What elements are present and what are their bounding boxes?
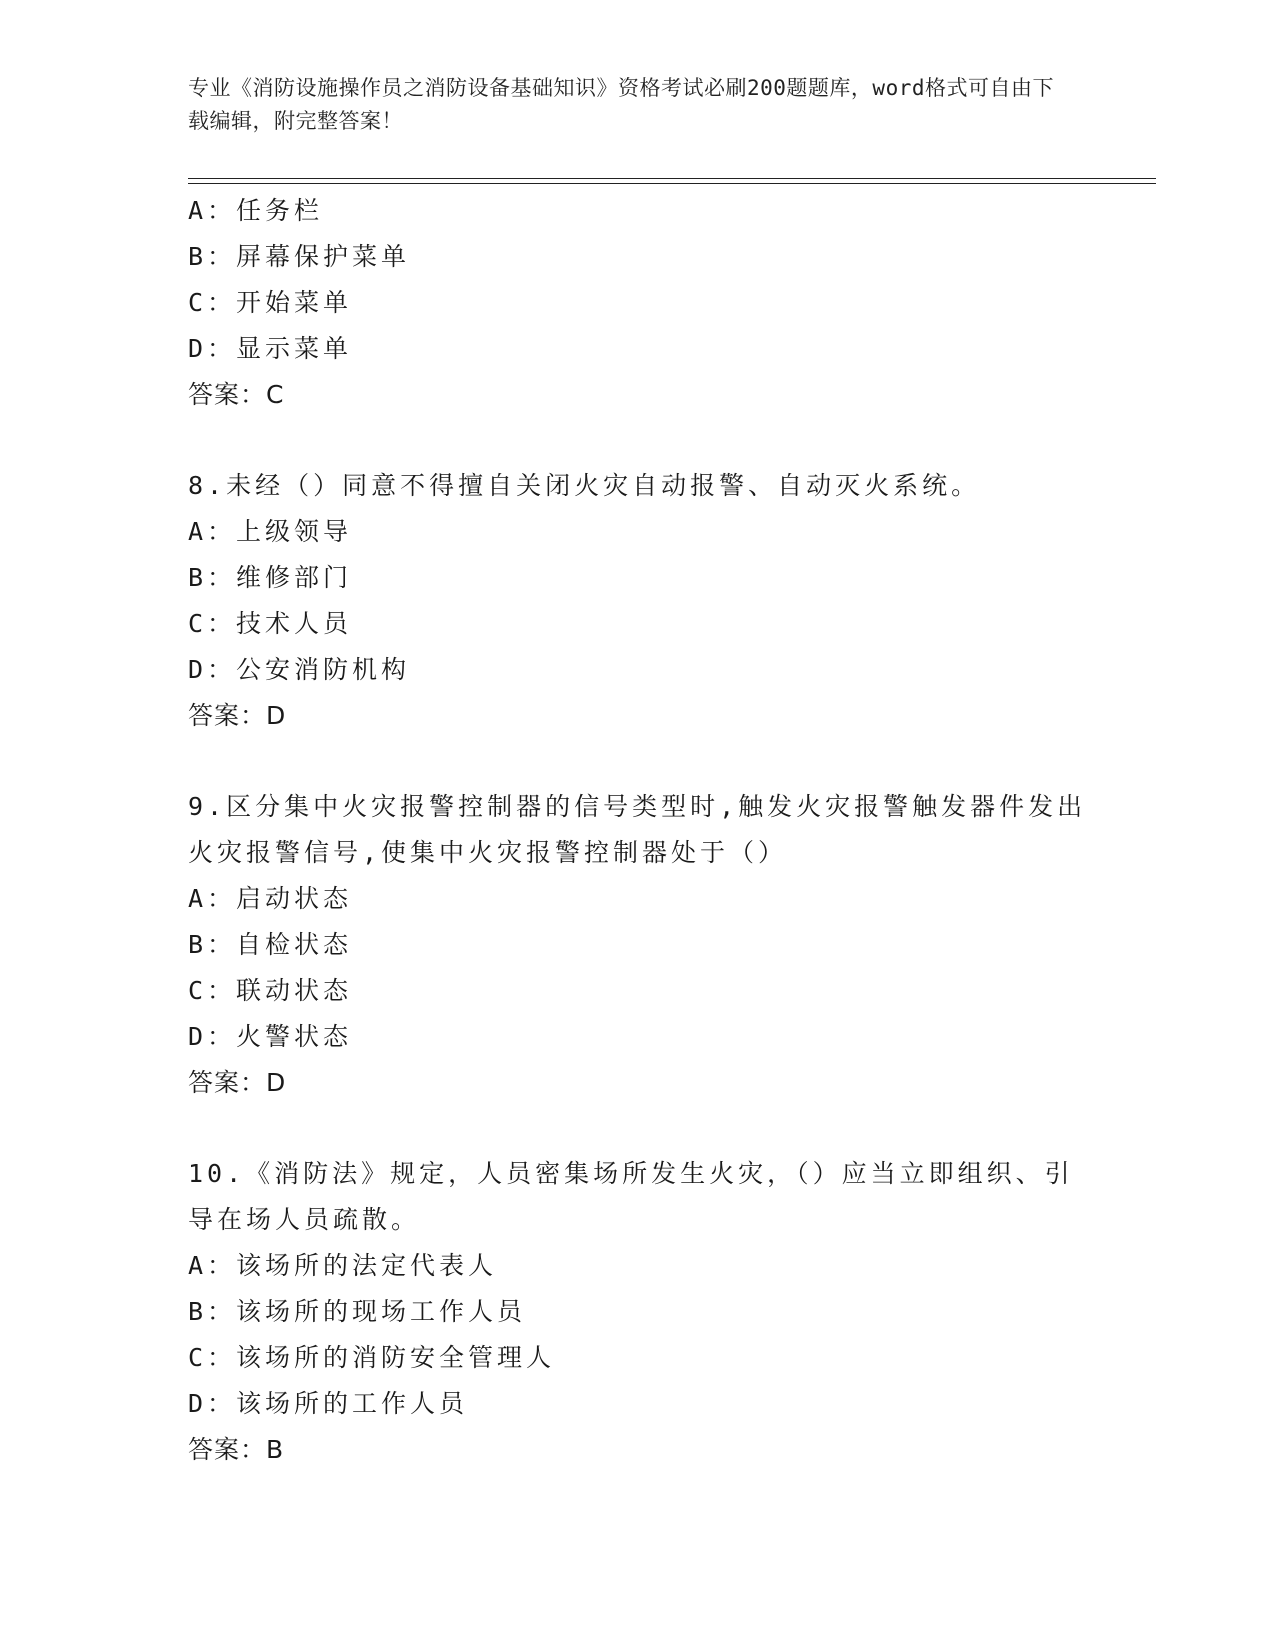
answer: 答案：C: [188, 380, 285, 409]
question-10: [188, 1151, 1088, 1473]
question-7: [188, 188, 1088, 418]
option-c: C：该场所的消防安全管理人: [188, 1343, 556, 1372]
document-header: 专业《消防设施操作员之消防设备基础知识》资格考试必刷200题题库，word格式可自由下载编辑，附完整答案！: [188, 76, 1054, 133]
option-d: D：该场所的工作人员: [188, 1389, 469, 1418]
option-a: A：任务栏: [188, 196, 324, 225]
answer: 答案：B: [188, 1435, 285, 1464]
option-c: C：技术人员: [188, 609, 353, 638]
option-d: D：显示菜单: [188, 334, 353, 363]
question-text: 8.未经（）同意不得擅自关闭火灾自动报警、自动灭火系统。: [188, 471, 981, 500]
option-c: C：开始菜单: [188, 288, 353, 317]
option-d: D：火警状态: [188, 1022, 353, 1051]
question-list: [188, 188, 1088, 1473]
option-b: B：自检状态: [188, 930, 353, 959]
header-divider-top: [188, 178, 1156, 179]
option-a: A：上级领导: [188, 517, 353, 546]
spacer: [188, 418, 1088, 463]
question-text: 10.《消防法》规定，人员密集场所发生火灾，（）应当立即组织、引导在场人员疏散。: [188, 1159, 1074, 1234]
option-b: B：该场所的现场工作人员: [188, 1297, 527, 1326]
option-d: D：公安消防机构: [188, 655, 411, 684]
spacer: [188, 1106, 1088, 1151]
option-a: A：启动状态: [188, 884, 353, 913]
option-b: B：屏幕保护菜单: [188, 242, 411, 271]
header-divider-bottom: [188, 183, 1156, 184]
option-c: C：联动状态: [188, 976, 353, 1005]
option-a: A：该场所的法定代表人: [188, 1251, 498, 1280]
answer: 答案：D: [188, 1068, 287, 1097]
question-9: [188, 784, 1088, 1106]
question-text: 9.区分集中火灾报警控制器的信号类型时,触发火灾报警触发器件发出火灾报警信号,使集中火灾报警控制器处于（）: [188, 792, 1087, 867]
option-b: B：维修部门: [188, 563, 353, 592]
question-8: [188, 463, 1088, 739]
spacer: [188, 739, 1088, 784]
answer: 答案：D: [188, 701, 287, 730]
